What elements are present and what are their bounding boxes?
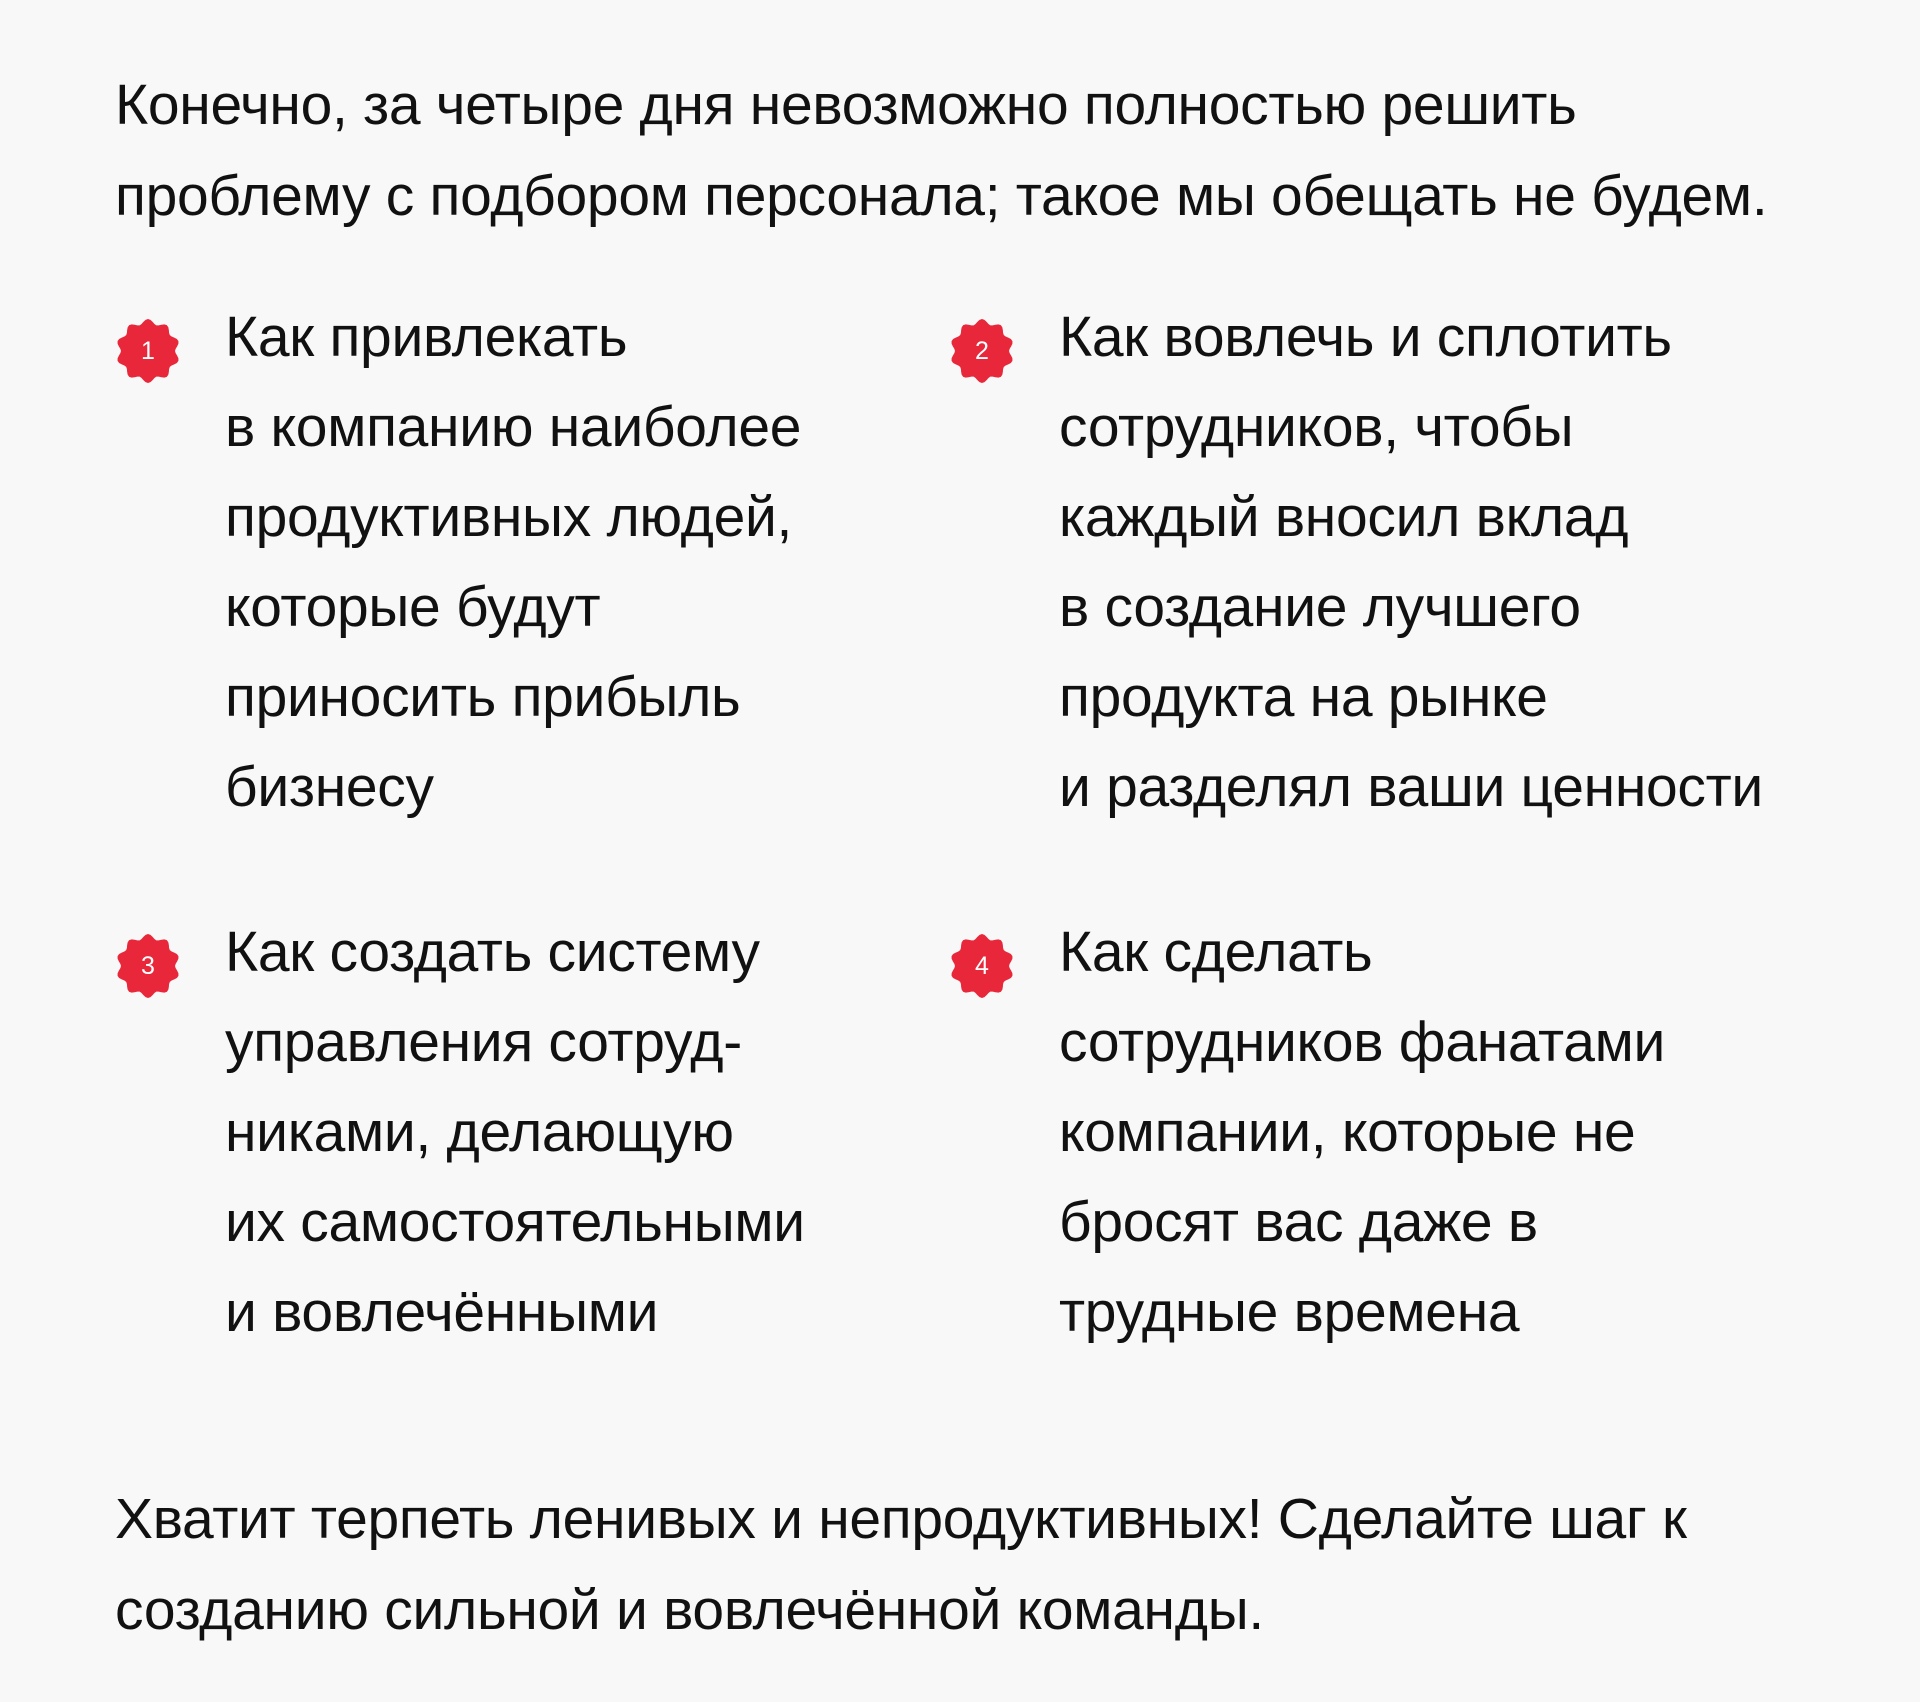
item-line: компании, которые не	[1059, 1100, 1636, 1164]
item-line: трудные времена	[1059, 1280, 1520, 1344]
item-line: каждый вносил вклад	[1059, 485, 1629, 549]
item-line: продуктивных людей,	[225, 485, 793, 549]
badge-number: 1	[141, 337, 155, 365]
item-text	[1059, 292, 1763, 832]
item-line: никами, делающую	[225, 1100, 734, 1164]
item-line: их самостоятельными	[225, 1190, 805, 1254]
item-line: управления сотруд-	[225, 1010, 742, 1074]
intro-paragraph	[115, 60, 1835, 242]
number-badge	[115, 318, 181, 384]
item-line: бизнесу	[225, 755, 434, 819]
outro-line: Хватит терпеть ленивых и непродуктивных! Сделайте шаг к	[115, 1487, 1687, 1551]
item-line: продукта на рынке	[1059, 665, 1548, 729]
item-line: Как привлекать	[225, 305, 628, 369]
item-line: и вовлечёнными	[225, 1280, 659, 1344]
item-line: и разделял ваши ценности	[1059, 755, 1763, 819]
item-line: приносить прибыль	[225, 665, 741, 729]
item-text	[225, 907, 905, 1357]
badge-number: 2	[975, 337, 989, 365]
outro-paragraph	[115, 1474, 1835, 1656]
intro-line: Конечно, за четыре дня невозможно полностью решить	[115, 73, 1577, 137]
intro-line: проблему с подбором персонала; такое мы обещать не будем.	[115, 164, 1768, 228]
item-text	[1059, 907, 1739, 1357]
item-line: Как создать систему	[225, 920, 760, 984]
item-line: в компанию наиболее	[225, 395, 802, 459]
outro-line: созданию сильной и вовлечённой команды.	[115, 1578, 1264, 1642]
number-badge	[949, 933, 1015, 999]
item-line: сотрудников фанатами	[1059, 1010, 1666, 1074]
item-line: в создание лучшего	[1059, 575, 1581, 639]
badge-number: 3	[141, 952, 155, 980]
item-text	[225, 292, 905, 832]
item-line: бросят вас даже в	[1059, 1190, 1538, 1254]
item-line: которые будут	[225, 575, 601, 639]
item-line: сотрудников, чтобы	[1059, 395, 1574, 459]
item-line: Как сделать	[1059, 920, 1373, 984]
item-line: Как вовлечь и сплотить	[1059, 305, 1672, 369]
number-badge	[115, 933, 181, 999]
badge-number: 4	[975, 952, 989, 980]
number-badge	[949, 318, 1015, 384]
